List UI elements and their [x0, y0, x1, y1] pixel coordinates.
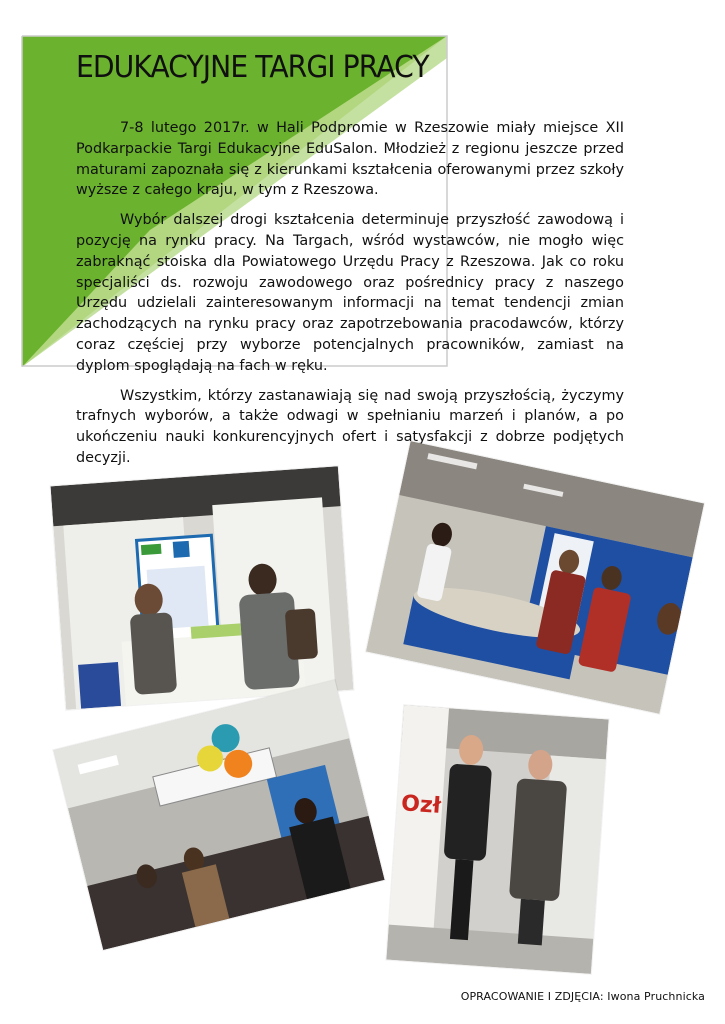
photo-stand-visitors	[51, 466, 354, 710]
photo-balloons-crowd	[53, 680, 384, 950]
paragraph-2: Wybór dalszej drogi kształcenia determinuje przyszłość zawodową i pozycję na rynku pracy. Na Targach, wśród wystawców, nie mogło więc zabraknąć stoiska dla Powiatowego Urzędu Pracy z Rzeszowa. Jak co roku specjaliści ds. rozwoju zawodowego oraz pośrednicy pracy z naszego Urzędu udzielali zainteresowanym informacji na temat tendencji zmian zachodzących na rynku pracy oraz zapotrzebowania pracodawców, którzy coraz częściej przy wyborze potencjalnych pracowników, zamiast na dyplom spoglądają na fach w ręku.	[76, 212, 624, 374]
photo-credit: OPRACOWANIE I ZDJĘCIA: Iwona Pruchnicka	[460, 990, 705, 1003]
paragraph-3: Wszystkim, którzy zastanawiają się nad swoją przyszłością, życzymy trafnych wyborów, a także odwagi w spełnianiu marzeń i planów, a po ukończeniu nauki konkurencyjnych ofert i satysfakcji z dobrze podjętych decyzji.	[76, 387, 624, 466]
page-title: EDUKACYJNE TARGI PRACY	[76, 50, 429, 85]
article-body	[76, 118, 624, 478]
photo-men-talking	[386, 705, 608, 974]
paragraph-1: 7-8 lutego 2017r. w Hali Podpromie w Rzeszowie miały miejsce XII Podkarpackie Targi Edukacyjne EduSalon. Młodzież z regionu jeszcze przed maturami zapoznała się z kierunkami kształcenia oferowanymi przez szkoły wyższe z całego kraju, w tym z Rzeszowa.	[76, 120, 624, 199]
svg-text:Ozł: Ozł	[400, 791, 442, 819]
photo-university-stand	[366, 441, 704, 714]
